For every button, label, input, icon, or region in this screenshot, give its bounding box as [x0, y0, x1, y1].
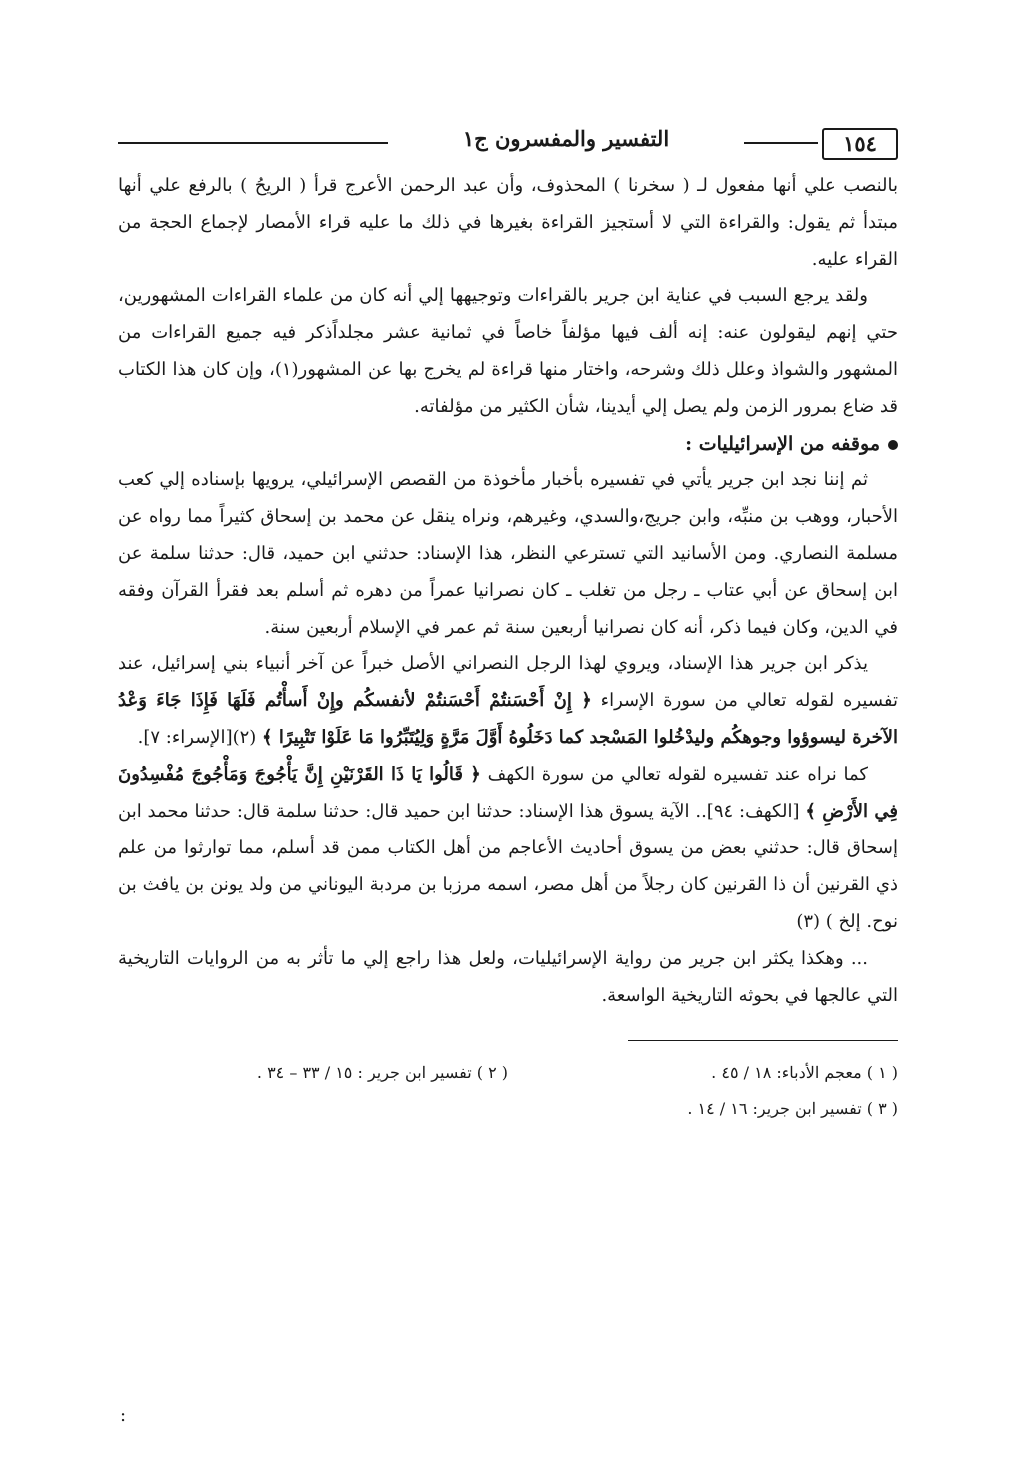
page — [118, 118, 898, 1127]
paragraph-5 — [118, 757, 898, 941]
header-rule-right — [744, 142, 818, 144]
quran-verse-kahf: ﴿ قَالُوا يَا ذَا القَرْنَيْنِ إِنَّ يَأْجُوجَ وَمَأْجُوجَ مُفْسِدُونَ فِي الأَرْضِ ﴾ — [118, 763, 898, 822]
header-rule-left — [118, 142, 388, 144]
footnotes — [118, 1055, 898, 1127]
paragraph-3: ثم إننا نجد ابن جرير يأتي في تفسيره بأخبار مأخوذة من القصص الإسرائيلي، يرويها بإسناده إلي كعب الأحبار، ووهب بن منبِّه، وابن جريج،والسدي، وغيرهم، ونراه ينقل عن محمد بن إسحاق كثيراً مما رواه عن مسلمة النصاري. ومن الأسانيد التي تسترعي النظر، هذا الإسناد: حدثني ابن حميد، قال: حدثنا سلمة عن ابن إسحاق عن أبي عتاب ـ رجل من تغلب ـ كان نصرانيا عمراً من دهره ثم أسلم بعد فقرأ القرآن وفقه في الدين، وكان فيما ذكر، أنه كان نصرانيا أربعين سنة ثم عمر في الإسلام أربعين سنة. — [118, 469, 899, 638]
footnote-1: ( ١ ) معجم الأدباء: ١٨ / ٤٥ . — [711, 1063, 898, 1083]
paragraph-5-continued: [الكهف: ٩٤].. الآية يسوق هذا الإسناد: حدثنا ابن حميد قال: حدثنا سلمة قال: حدثنا محمد ابن إسحاق قال: حدثني بعض من يسوق أحاديث الأعاجم من أهل الكتاب ممن قد أسلم، مما توارثوا من علم ذي القرنين أن ذا القرنين كان رجلاً من أهل مصر، اسمه مرزبا بن مردبة اليوناني من ولد يونن بن يافث بن نوح. إلخ ) (٣) — [118, 800, 898, 932]
body-text — [118, 168, 898, 1014]
paragraph-2: ولقد يرجع السبب في عناية ابن جرير بالقراءات وتوجيهها إلي أنه كان من علماء القراءات المشهورين، حتي إنهم ليقولون عنه: إنه ألف فيها مؤلفاً خاصاً في ثمانية عشر مجلداًذكر فيه جميع القراءات من المشهور والشواذ وعلل ذلك وشرحه، واختار منها قراءة لم يخرج بها عن المشهور(١)، وإن كان هذا الكتاب قد ضاع بمرور الزمن ولم يصل إلي أيدينا، شأن الكثير من مؤلفاته. — [118, 285, 898, 417]
page-number: ١٥٤ — [822, 128, 898, 160]
running-title: التفسير والمفسرون ج١ — [462, 126, 670, 151]
paragraph-1: بالنصب علي أنها مفعول لـ ( سخرنا ) المحذوف، وأن عبد الرحمن الأعرج قرأ ( الريحُ ) بالرفع علي أنها مبتدأ ثم يقول: والقراءة التي لا أستجيز القراءة بغيرها في ذلك ما عليه قراء الأمصار لإجماع الحجة من القراء عليه. — [118, 175, 898, 270]
footnote-separator — [628, 1040, 898, 1041]
quran-verse-isra: ﴿ إِنْ أَحْسَنتُمْ أَحْسَنتُمْ لأنفسكُم وإِنْ أَسأْتُم فَلَهَا فَإِذَا جَاءَ وَعْدُ الآخرة ليسوؤوا وجوهكُم وليدْخُلوا المَسْجد كما دَخَلُوهُ أَوَّلَ مَرَّةٍ وَلِيُتَبِّرُوا مَا عَلَوْا تَتْبِيرًا ﴾ — [118, 690, 898, 748]
footnote-3: ( ٣ ) تفسير ابن جرير: ١٦ / ١٤ . — [687, 1099, 898, 1119]
paragraph-4 — [118, 646, 898, 756]
footnote-2: ( ٢ ) تفسير ابن جرير : ١٥ / ٣٣ – ٣٤ . — [256, 1063, 508, 1083]
bullet-icon — [888, 440, 898, 450]
paragraph-6: ... وهكذا يكثر ابن جرير من رواية الإسرائيليات، ولعل هذا راجع إلي ما تأثر به من الروايات التاريخية التي عالجها في بحوثه التاريخية الواسعة. — [118, 947, 898, 1006]
section-heading — [118, 426, 898, 463]
page-mark: : — [120, 1405, 127, 1426]
paragraph-5-text: كما نراه عند تفسيره لقوله تعالي من سورة الكهف — [487, 763, 868, 785]
footnote-row — [118, 1055, 898, 1091]
paragraph-4-citation: (٢)[الإسراء: ٧]. — [137, 726, 257, 748]
paragraph-4-text: يذكر ابن جرير هذا الإسناد، ويروي لهذا الرجل النصراني الأصل خبراً عن آخر أنبياء بني إسرائيل، عند تفسيره لقوله تعالي من سورة الإسراء — [118, 653, 898, 712]
section-heading-text: موقفه من الإسرائيليات : — [685, 432, 880, 455]
page-header — [118, 118, 898, 168]
